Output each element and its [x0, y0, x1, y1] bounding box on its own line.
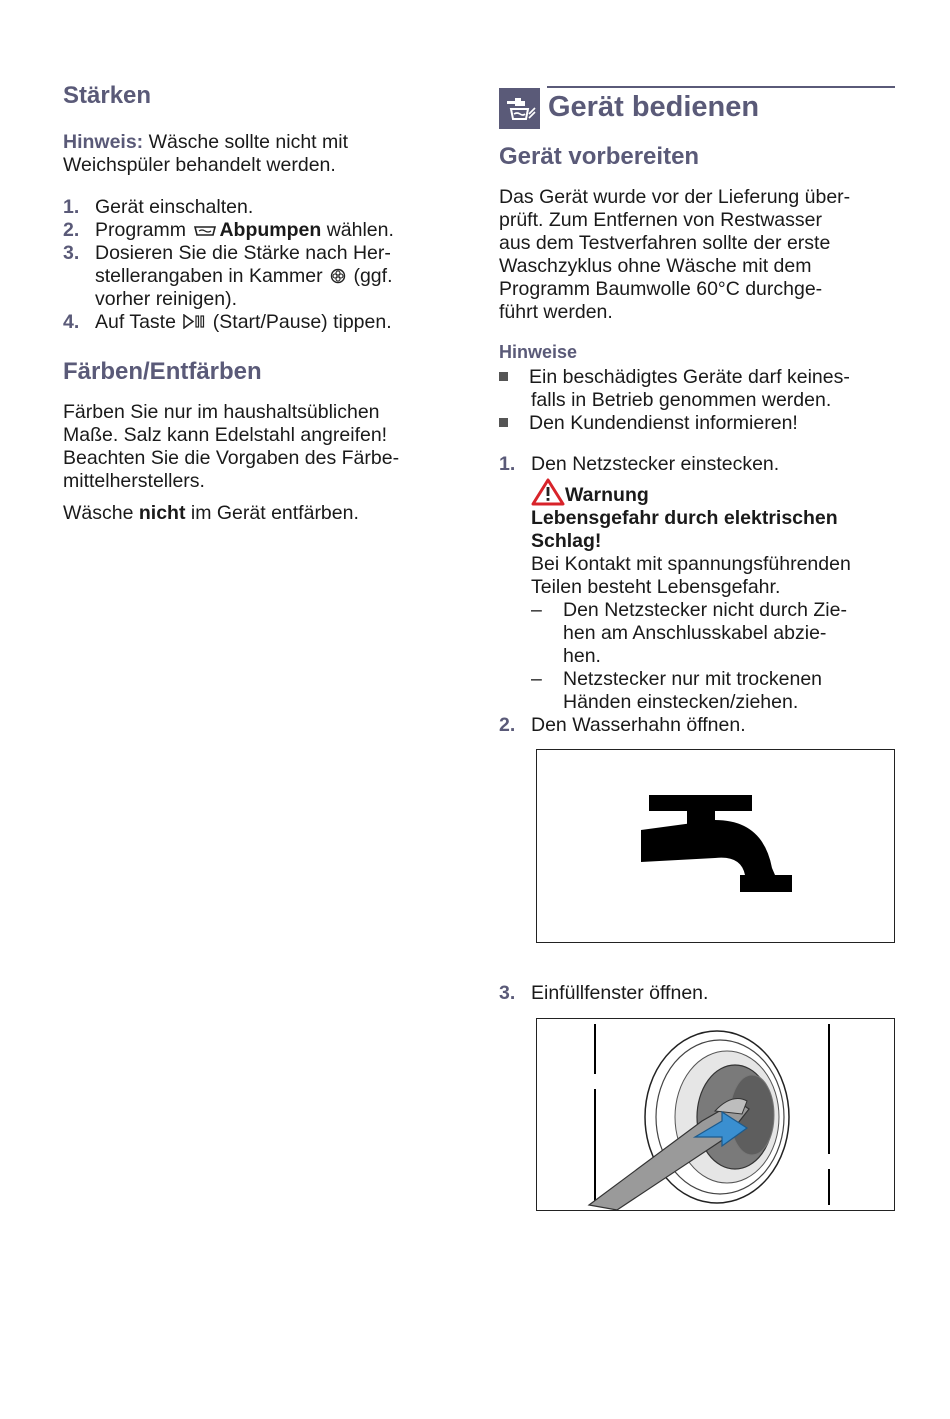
tap-illustration: [536, 749, 895, 943]
page-title: Gerät bedienen: [548, 91, 760, 123]
warning-label-row: Warnung: [499, 478, 851, 507]
operate-device-icon: [499, 88, 540, 129]
steps-right: 1. Den Netzstecker einstecken. Warnung Lebensgefahr durch elektrischen Schlag! Bei Kontakt mit spannungsführenden Teilen besteht Lebensgefahr. – Den Netzstecker nicht durch Zie- hen am Anschlusskabel abzie- hen. – Netzstecker nur mit trockenen Händen einstecken/ziehen. 2. Den Wasserhahn öffnen.: [499, 453, 851, 736]
warning-triangle-icon: [531, 478, 565, 506]
note-label: Hinweis:: [63, 131, 144, 153]
bullet-square-icon: [499, 418, 508, 427]
flower-compartment-icon: [330, 268, 346, 284]
warning-title: Lebensgefahr durch elektrischen: [531, 507, 838, 529]
list-item: Den Kundendienst informieren!: [499, 412, 850, 435]
note-text-1: Wäsche sollte nicht mit: [148, 131, 349, 153]
hinweise-label: Hinweise: [499, 342, 578, 362]
door-illustration: [536, 1018, 895, 1211]
list-item: 3. Dosieren Sie die Stärke nach Her-: [63, 242, 391, 264]
farben-last-line: Wäsche nicht im Gerät entfärben.: [63, 502, 359, 524]
heading-farben: Färben/Entfärben: [63, 358, 262, 385]
intro-text: Das Gerät wurde vor der Lieferung über- prüft. Zum Entfernen von Restwasser aus dem Testverfahren sollte der erste Waschzyklus ohne Wäsche mit dem Programm Baumwolle 60°C durchge- führt werden.: [499, 186, 851, 323]
bullet-square-icon: [499, 372, 508, 381]
start-pause-icon: [183, 314, 205, 329]
note-text-2: Weichspüler behandelt werden.: [63, 154, 336, 176]
pump-program-icon: [194, 223, 216, 237]
heading-starken: Stärken: [63, 82, 152, 109]
list-item: 3. Einfüllfenster öffnen.: [499, 982, 709, 1004]
hinweise-list: Ein beschädigtes Geräte darf keines- falls in Betrieb genommen werden. Den Kundendienst informieren!: [499, 366, 850, 435]
water-tap-icon: [537, 750, 894, 942]
list-item: 1. Gerät einschalten.: [63, 196, 254, 218]
title-rule: [547, 86, 895, 88]
list-item: – Netzstecker nur mit trockenen: [531, 668, 823, 690]
list-item: 2. Programm Abpumpen wählen.: [63, 219, 394, 241]
list-item: – Den Netzstecker nicht durch Zie-: [531, 599, 847, 621]
warning-body: Bei Kontakt mit spannungsführenden: [531, 553, 851, 575]
farben-text: Färben Sie nur im haushaltsüblichen Maße. Salz kann Edelstahl angreifen! Beachten Sie die Vorgaben des Färbe- mittelherstellers. Wäsche nicht im Gerät entfärben.: [63, 401, 400, 524]
list-item: 1. Den Netzstecker einstecken.: [499, 453, 780, 475]
subtitle: Gerät vorbereiten: [499, 143, 700, 170]
starken-note: [63, 131, 348, 177]
step3-row: [499, 982, 708, 1005]
washer-door-icon: [537, 1019, 894, 1210]
list-item: 4. Auf Taste (Start/Pause) tippen.: [63, 311, 392, 333]
list-item: Ein beschädigtes Geräte darf keines-: [499, 366, 850, 389]
starken-steps: 1. Gerät einschalten. 2. Programm Abpumpen wählen. 3. Dosieren Sie die Stärke nach Her- stellerangaben in Kammer (ggf. vorher reinigen). 4. Auf Taste (Start/Pause) tippen.: [63, 196, 394, 333]
list-item: 2. Den Wasserhahn öffnen.: [499, 714, 746, 736]
